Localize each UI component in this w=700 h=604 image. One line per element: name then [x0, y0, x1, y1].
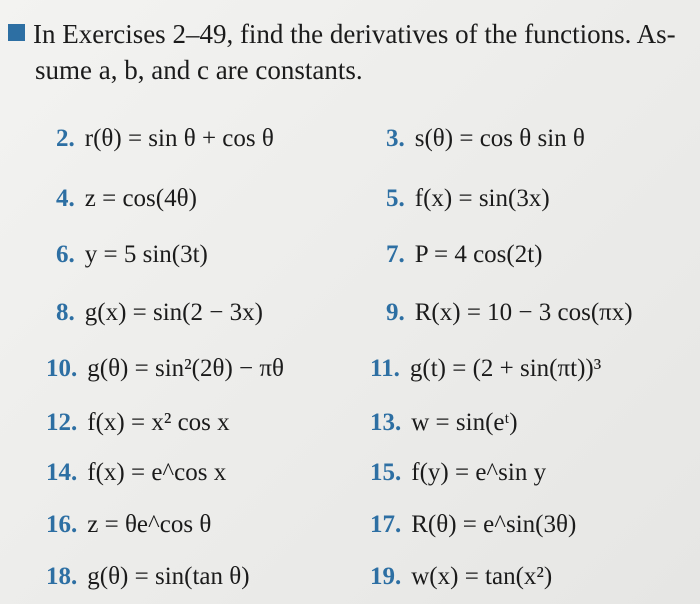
section-marker-icon: [8, 24, 25, 41]
exercise-5: [386, 184, 550, 214]
exercise-number: 9.: [386, 299, 405, 326]
exercise-number: 7.: [386, 241, 405, 268]
exercise-number: 10.: [46, 355, 78, 382]
exercise-15: [370, 458, 546, 488]
exercise-expression: g(θ) = sin(tan θ): [87, 563, 250, 590]
exercise-number: 2.: [56, 125, 75, 152]
exercise-expression: g(θ) = sin²(2θ) − πθ: [87, 355, 284, 382]
exercise-expression: f(x) = x² cos x: [87, 409, 230, 436]
exercise-16: [46, 510, 211, 540]
exercise-expression: w(x) = tan(x²): [411, 563, 553, 590]
instructions-line-1: [8, 16, 688, 52]
exercise-7: [386, 240, 543, 270]
exercise-expression: w = sin(eᵗ): [411, 409, 518, 436]
exercise-expression: s(θ) = cos θ sin θ: [414, 125, 585, 152]
exercise-17: [370, 510, 576, 540]
exercise-expression: r(θ) = sin θ + cos θ: [84, 125, 274, 152]
exercise-number: 4.: [56, 185, 75, 212]
exercise-number: 11.: [370, 355, 400, 382]
exercise-expression: g(t) = (2 + sin(πt))³: [409, 355, 602, 382]
exercise-number: 18.: [46, 563, 78, 590]
exercise-number: 3.: [386, 125, 405, 152]
exercise-expression: y = 5 sin(3t): [84, 241, 208, 268]
exercise-expression: f(y) = e^sin y: [411, 459, 547, 486]
exercise-expression: P = 4 cos(2t): [414, 241, 543, 268]
exercise-expression: z = cos(4θ): [84, 185, 197, 212]
exercise-8: [56, 298, 263, 328]
exercise-9: [386, 298, 633, 328]
exercise-number: 12.: [46, 409, 78, 436]
exercise-4: [56, 184, 197, 214]
exercise-14: [46, 458, 226, 488]
instructions-line-2: sume a, b, and c are constants.: [35, 55, 363, 85]
exercise-expression: f(x) = sin(3x): [414, 185, 550, 212]
exercise-expression: z = θe^cos θ: [87, 511, 212, 538]
exercise-6: [56, 240, 208, 270]
exercise-11: [370, 354, 601, 384]
exercise-number: 17.: [370, 511, 402, 538]
exercise-number: 16.: [46, 511, 78, 538]
exercise-expression: R(θ) = e^sin(3θ): [411, 511, 577, 538]
exercise-number: 5.: [386, 185, 405, 212]
exercise-expression: g(x) = sin(2 − 3x): [84, 299, 263, 326]
exercise-3: [386, 124, 585, 154]
instructions-text-1: In Exercises 2–49, find the derivatives of the functions. As-: [33, 19, 676, 49]
exercise-instructions: [8, 16, 688, 88]
exercise-13: [370, 408, 518, 438]
exercise-12: [46, 408, 230, 438]
exercise-number: 14.: [46, 459, 78, 486]
exercise-number: 8.: [56, 299, 75, 326]
exercise-expression: f(x) = e^cos x: [87, 459, 227, 486]
exercise-2: [56, 124, 274, 154]
exercise-number: 15.: [370, 459, 402, 486]
exercise-19: [370, 562, 552, 592]
exercise-18: [46, 562, 250, 592]
exercise-10: [46, 354, 284, 384]
exercise-number: 13.: [370, 409, 402, 436]
exercise-expression: R(x) = 10 − 3 cos(πx): [414, 299, 633, 326]
exercise-number: 19.: [370, 563, 402, 590]
exercise-number: 6.: [56, 241, 75, 268]
